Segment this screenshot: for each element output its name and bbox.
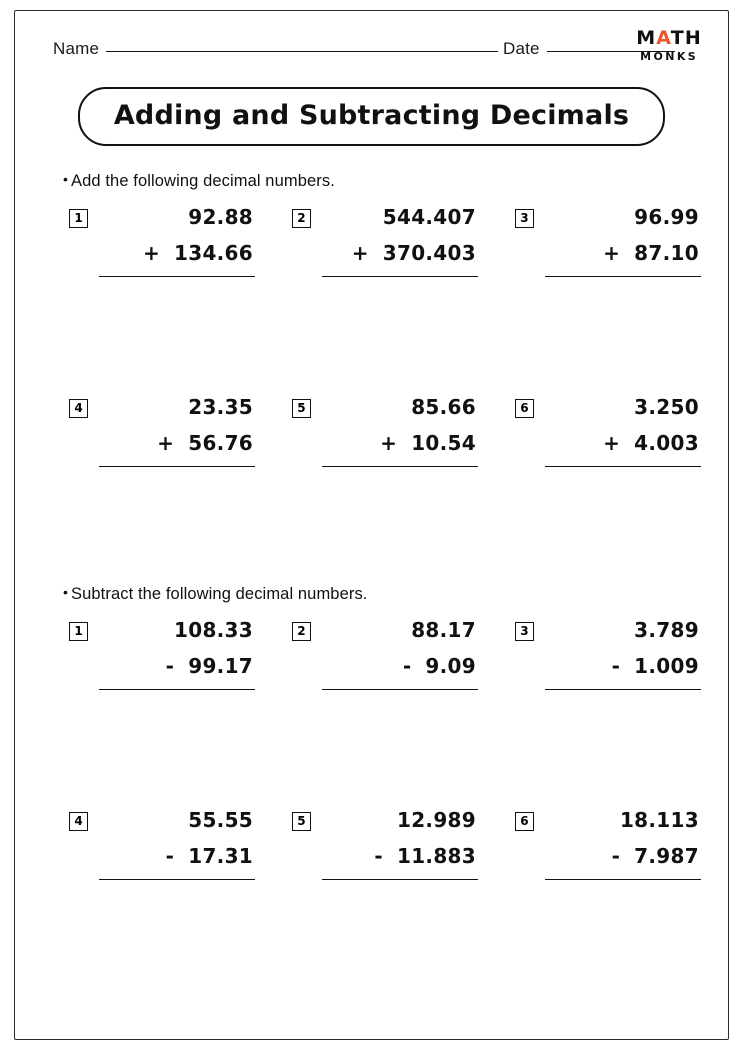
answer-line[interactable] xyxy=(322,466,478,467)
answer-line[interactable] xyxy=(322,689,478,690)
problem-number: 2 xyxy=(292,622,311,641)
operand-bottom: 56.76 xyxy=(188,431,253,455)
operand-top: 92.88 xyxy=(188,205,253,229)
problem-number: 1 xyxy=(69,209,88,228)
operand-top: 88.17 xyxy=(411,618,476,642)
operand-bottom-row xyxy=(545,844,705,868)
operand-top: 96.99 xyxy=(634,205,699,229)
problem-cell xyxy=(37,205,260,395)
problem-body xyxy=(322,205,482,277)
page-title: Adding and Subtracting Decimals xyxy=(78,87,665,146)
operand-bottom-row xyxy=(99,654,259,678)
problem-cell xyxy=(260,205,483,395)
bullet-icon: • xyxy=(63,171,69,187)
worksheet-page xyxy=(14,10,729,1040)
logo-star-a: A xyxy=(656,27,671,49)
problem-body xyxy=(99,808,259,880)
operand-bottom-row xyxy=(545,241,705,265)
answer-line[interactable] xyxy=(545,276,701,277)
operand-bottom-row xyxy=(322,241,482,265)
problem-number: 1 xyxy=(69,622,88,641)
operand-bottom-row xyxy=(545,431,705,455)
name-field-group xyxy=(53,39,498,59)
logo-monks-text: MONKS xyxy=(640,50,699,63)
answer-line[interactable] xyxy=(99,466,255,467)
problem-cell xyxy=(260,618,483,808)
operand-bottom: 7.987 xyxy=(634,844,699,868)
operand-bottom-row xyxy=(322,431,482,455)
operator-symbol: - xyxy=(374,844,383,868)
operand-bottom-row xyxy=(99,431,259,455)
operand-bottom-row xyxy=(545,654,705,678)
operand-bottom: 99.17 xyxy=(188,654,253,678)
title-container xyxy=(37,87,706,146)
problem-body xyxy=(322,395,482,467)
operator-symbol: + xyxy=(142,241,161,265)
problem-body xyxy=(545,395,705,467)
problem-body xyxy=(99,618,259,690)
answer-line[interactable] xyxy=(545,466,701,467)
instruction-subtract-text: Subtract the following decimal numbers. xyxy=(71,585,368,603)
problem-grid-add xyxy=(37,205,706,585)
name-write-line[interactable] xyxy=(106,51,498,52)
operator-symbol: + xyxy=(351,241,369,265)
instruction-add xyxy=(63,172,706,191)
operand-bottom: 17.31 xyxy=(188,844,253,868)
problem-number: 4 xyxy=(69,812,88,831)
operator-symbol: - xyxy=(165,844,175,868)
answer-line[interactable] xyxy=(99,879,255,880)
operator-symbol: - xyxy=(611,844,621,868)
problem-number: 4 xyxy=(69,399,88,418)
operand-bottom: 87.10 xyxy=(634,241,699,265)
operand-bottom: 370.403 xyxy=(382,241,476,265)
name-label: Name xyxy=(53,39,100,58)
answer-line[interactable] xyxy=(545,689,701,690)
problem-cell xyxy=(483,395,706,585)
operand-bottom: 9.09 xyxy=(425,654,476,678)
worksheet-header xyxy=(37,27,706,77)
answer-line[interactable] xyxy=(322,879,478,880)
logo-math-text xyxy=(636,29,702,48)
operator-symbol: - xyxy=(402,654,412,678)
instruction-subtract xyxy=(63,585,706,604)
problem-cell xyxy=(260,808,483,998)
operator-symbol: + xyxy=(603,431,621,455)
problem-body xyxy=(322,808,482,880)
date-label: Date xyxy=(503,39,540,58)
operator-symbol: + xyxy=(603,241,621,265)
operand-top: 85.66 xyxy=(411,395,476,419)
problem-number: 6 xyxy=(515,399,534,418)
worksheet-content xyxy=(37,27,706,1021)
operand-top: 18.113 xyxy=(619,808,699,832)
problem-cell xyxy=(483,808,706,998)
operand-bottom-row xyxy=(322,654,482,678)
operand-top: 544.407 xyxy=(382,205,476,229)
operand-top: 3.789 xyxy=(634,618,699,642)
problem-grid-subtract xyxy=(37,618,706,998)
problem-cell xyxy=(260,395,483,585)
operator-symbol: - xyxy=(165,654,175,678)
mathmonks-logo xyxy=(636,29,702,62)
logo-math-suffix: TH xyxy=(670,27,702,49)
problem-cell xyxy=(483,205,706,395)
operand-bottom-row xyxy=(99,241,259,265)
operand-top: 55.55 xyxy=(188,808,253,832)
operand-bottom-row xyxy=(322,844,482,868)
problem-body xyxy=(322,618,482,690)
problem-number: 2 xyxy=(292,209,311,228)
operand-bottom: 134.66 xyxy=(174,241,253,265)
operand-bottom: 10.54 xyxy=(411,431,476,455)
operand-top: 3.250 xyxy=(634,395,699,419)
bullet-icon: • xyxy=(63,584,69,600)
problem-number: 5 xyxy=(292,812,311,831)
problem-body xyxy=(99,395,259,467)
answer-line[interactable] xyxy=(322,276,478,277)
problem-body xyxy=(545,205,705,277)
answer-line[interactable] xyxy=(99,689,255,690)
problem-body xyxy=(545,618,705,690)
operator-symbol: + xyxy=(380,431,398,455)
operand-top: 12.989 xyxy=(396,808,476,832)
problem-cell xyxy=(37,618,260,808)
operand-top: 23.35 xyxy=(188,395,253,419)
problem-body xyxy=(99,205,259,277)
operator-symbol: + xyxy=(157,431,175,455)
operand-bottom: 4.003 xyxy=(634,431,699,455)
problem-number: 6 xyxy=(515,812,534,831)
problem-body xyxy=(545,808,705,880)
answer-line[interactable] xyxy=(99,276,255,277)
problem-number: 5 xyxy=(292,399,311,418)
operand-top: 108.33 xyxy=(174,618,253,642)
problem-cell xyxy=(37,395,260,585)
problem-cell xyxy=(483,618,706,808)
problem-number: 3 xyxy=(515,209,534,228)
operand-bottom-row xyxy=(99,844,259,868)
operand-bottom: 11.883 xyxy=(396,844,476,868)
answer-line[interactable] xyxy=(545,879,701,880)
instruction-add-text: Add the following decimal numbers. xyxy=(71,172,335,190)
operator-symbol: - xyxy=(611,654,621,678)
problem-cell xyxy=(37,808,260,998)
problem-number: 3 xyxy=(515,622,534,641)
operand-bottom: 1.009 xyxy=(634,654,699,678)
logo-math-prefix: M xyxy=(636,27,657,49)
